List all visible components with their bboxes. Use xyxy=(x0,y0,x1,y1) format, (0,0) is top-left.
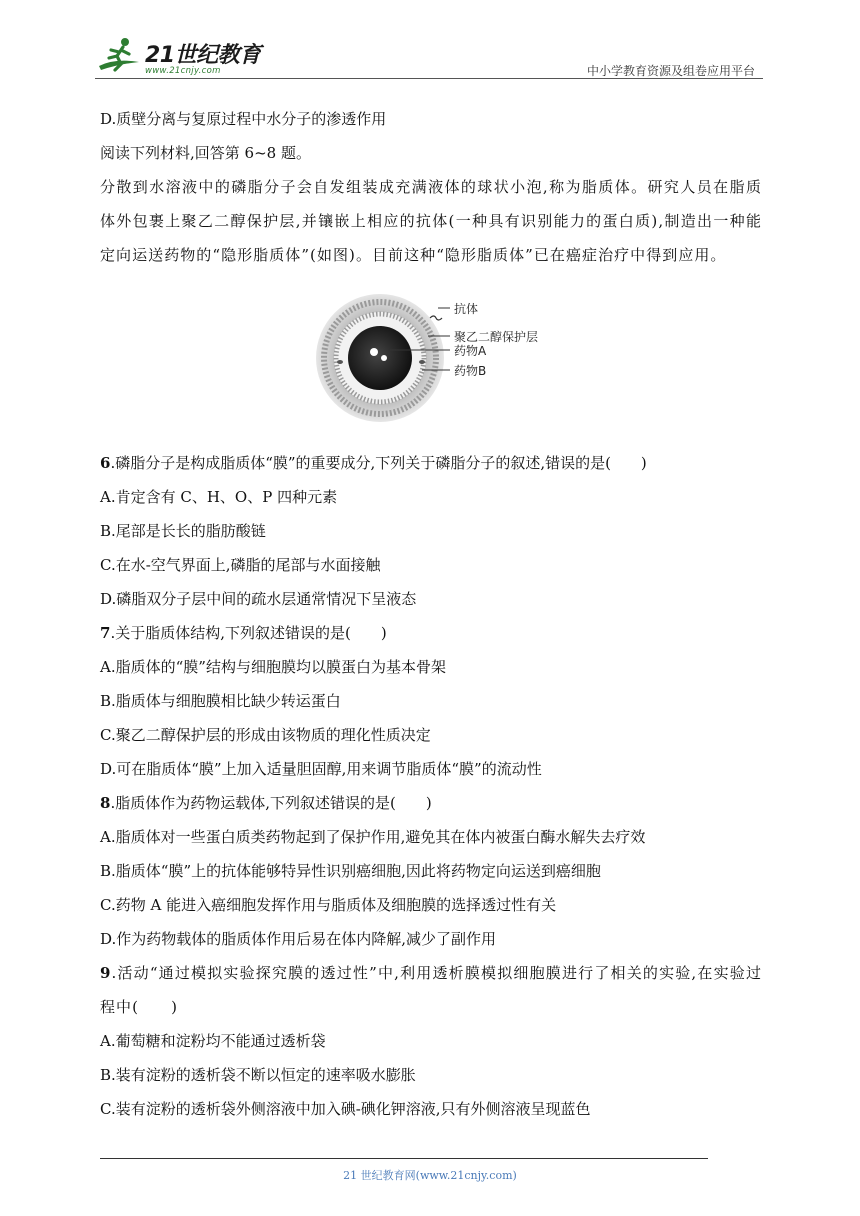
label-peg-layer: 聚乙二醇保护层 xyxy=(454,330,539,344)
option: D.作为药物载体的脂质体作用后易在体内降解,减少了副作用 xyxy=(100,930,497,948)
text-line: 阅读下列材料,回答第 6~8 题。 xyxy=(100,144,311,162)
question-stem xyxy=(100,786,762,820)
question-text: .磷脂分子是构成脂质体“膜”的重要成分,下列关于磷脂分子的叙述,错误的是( ) xyxy=(110,454,647,472)
question-number: 8 xyxy=(100,794,111,812)
question-stem xyxy=(100,616,762,650)
material-paragraph: 分散到水溶液中的磷脂分子会自发组装成充满液体的球状小泡,称为脂质体。研究人员在脂质体外包裹上聚乙二醇保护层,并镶嵌上相应的抗体(一种具有识别能力的蛋白质),制造出一种能定向运送药物的“隐形脂质体”(如图)。目前这种“隐形脂质体”已在癌症治疗中得到应用。 xyxy=(100,178,762,264)
liposome-diagram xyxy=(310,288,450,428)
option: B.脂质体与细胞膜相比缺少转运蛋白 xyxy=(100,692,341,710)
liposome-figure xyxy=(100,288,762,438)
question-stem xyxy=(100,446,762,480)
question-text: .活动“通过模拟实验探究膜的透过性”中,利用透析膜模拟细胞膜进行了相关的实验,在实验过程中( ) xyxy=(100,964,762,1016)
option: B.尾部是长长的脂肪酸链 xyxy=(100,522,266,540)
question-number: 9 xyxy=(100,964,112,982)
label-antibody: 抗体 xyxy=(454,302,479,316)
option: A.肯定含有 C、H、O、P 四种元素 xyxy=(100,488,338,506)
option: C.在水-空气界面上,磷脂的尾部与水面接触 xyxy=(100,556,381,574)
site-logo xyxy=(95,36,265,76)
option: D.可在脂质体“膜”上加入适量胆固醇,用来调节脂质体“膜”的流动性 xyxy=(100,760,542,778)
logo-text: 21世纪教育 xyxy=(145,43,261,68)
option: A.葡萄糖和淀粉均不能通过透析袋 xyxy=(100,1032,326,1050)
runner-logo-icon xyxy=(95,36,143,76)
label-drug-b: 药物B xyxy=(454,364,487,378)
option: C.装有淀粉的透析袋外侧溶液中加入碘-碘化钾溶液,只有外侧溶液呈现蓝色 xyxy=(100,1100,591,1118)
option: B.装有淀粉的透析袋不断以恒定的速率吸水膨胀 xyxy=(100,1066,416,1084)
question-number: 7 xyxy=(100,624,111,642)
footer-divider xyxy=(100,1158,708,1159)
option: A.脂质体的“膜”结构与细胞膜均以膜蛋白为基本骨架 xyxy=(100,658,446,676)
option: D.磷脂双分子层中间的疏水层通常情况下呈液态 xyxy=(100,590,417,608)
option: A.脂质体对一些蛋白质类药物起到了保护作用,避免其在体内被蛋白酶水解失去疗效 xyxy=(100,828,646,846)
option: C.药物 A 能进入癌细胞发挥作用与脂质体及细胞膜的选择透过性有关 xyxy=(100,896,557,914)
label-drug-a: 药物A xyxy=(454,344,487,358)
logo-url: www.21cnjy.com xyxy=(145,66,221,76)
question-text: .关于脂质体结构,下列叙述错误的是( ) xyxy=(110,624,387,642)
option: C.聚乙二醇保护层的形成由该物质的理化性质决定 xyxy=(100,726,431,744)
question-stem xyxy=(100,956,762,1024)
page-header xyxy=(95,30,763,80)
document-body xyxy=(100,102,762,1126)
question-text: .脂质体作为药物运载体,下列叙述错误的是( ) xyxy=(110,794,432,812)
option: B.脂质体“膜”上的抗体能够特异性识别癌细胞,因此将药物定向运送到癌细胞 xyxy=(100,862,601,880)
page-footer: 21 世纪教育网(www.21cnjy.com) xyxy=(343,1169,517,1182)
header-platform-text: 中小学教育资源及组卷应用平台 xyxy=(586,64,755,78)
text-line: D.质壁分离与复原过程中水分子的渗透作用 xyxy=(100,110,387,128)
question-number: 6 xyxy=(100,454,111,472)
header-divider xyxy=(95,78,763,79)
